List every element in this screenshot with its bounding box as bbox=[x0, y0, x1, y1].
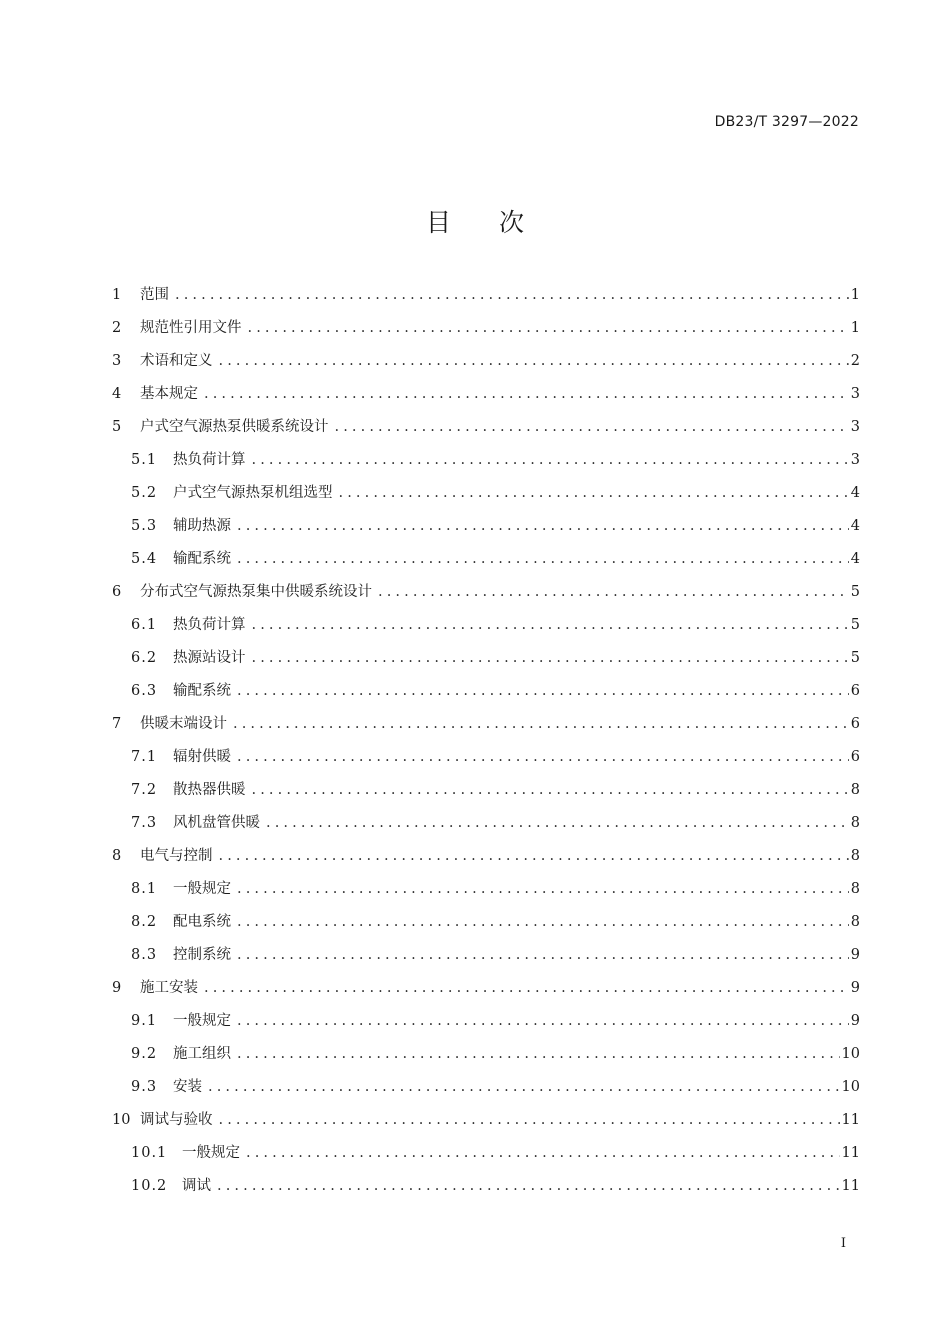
toc-dot-leader bbox=[217, 1178, 840, 1194]
toc-entry[interactable] bbox=[112, 1009, 860, 1042]
toc-entry-title: 热负荷计算 bbox=[173, 617, 246, 633]
toc-dot-leader bbox=[204, 980, 849, 996]
toc-entry-number: 5.4 bbox=[131, 551, 158, 567]
toc-entry[interactable] bbox=[112, 514, 860, 547]
toc-entry-page: 5 bbox=[850, 617, 860, 633]
toc-entry-page: 3 bbox=[850, 386, 860, 402]
toc-entry-page: 1 bbox=[850, 320, 860, 336]
toc-entry-title: 热源站设计 bbox=[173, 650, 246, 666]
toc-entry[interactable] bbox=[112, 448, 860, 481]
toc-entry[interactable] bbox=[112, 1174, 860, 1207]
toc-entry[interactable] bbox=[112, 778, 860, 811]
toc-entry-number: 9.3 bbox=[131, 1079, 158, 1095]
toc-entry-page: 8 bbox=[850, 914, 860, 930]
toc-dot-leader bbox=[208, 1079, 840, 1095]
toc-dot-leader bbox=[252, 617, 849, 633]
toc-entry-number: 1 bbox=[112, 287, 122, 303]
toc-entry-number: 9.2 bbox=[131, 1046, 158, 1062]
toc-entry-number: 8.1 bbox=[131, 881, 158, 897]
toc-entry-page: 6 bbox=[850, 683, 860, 699]
toc-entry-title: 术语和定义 bbox=[140, 353, 213, 369]
toc-entry[interactable] bbox=[112, 613, 860, 646]
toc-dot-leader bbox=[335, 419, 849, 435]
toc-entry-page: 11 bbox=[841, 1112, 860, 1128]
toc-entry[interactable] bbox=[112, 382, 860, 415]
toc-entry-title: 输配系统 bbox=[173, 683, 231, 699]
toc-entry-page: 3 bbox=[850, 452, 860, 468]
toc-dot-leader bbox=[219, 353, 849, 369]
toc-entry-page: 5 bbox=[850, 584, 860, 600]
table-of-contents bbox=[112, 283, 860, 1207]
toc-entry[interactable] bbox=[112, 349, 860, 382]
toc-dot-leader bbox=[246, 1145, 840, 1161]
toc-dot-leader bbox=[219, 1112, 840, 1128]
toc-entry-title: 风机盘管供暖 bbox=[173, 815, 260, 831]
toc-entry-page: 10 bbox=[841, 1079, 860, 1095]
toc-entry-number: 7.3 bbox=[131, 815, 158, 831]
toc-entry-title: 施工安装 bbox=[140, 980, 198, 996]
toc-entry-number: 7 bbox=[112, 716, 122, 732]
toc-entry[interactable] bbox=[112, 877, 860, 910]
toc-dot-leader bbox=[252, 782, 849, 798]
toc-entry-title: 散热器供暖 bbox=[173, 782, 246, 798]
toc-dot-leader bbox=[237, 1046, 840, 1062]
toc-dot-leader bbox=[339, 485, 849, 501]
toc-entry-number: 8.3 bbox=[131, 947, 158, 963]
toc-entry-title: 一般规定 bbox=[173, 1013, 231, 1029]
toc-entry-title: 一般规定 bbox=[173, 881, 231, 897]
toc-entry-page: 4 bbox=[850, 551, 860, 567]
toc-entry-number: 7.2 bbox=[131, 782, 158, 798]
toc-entry[interactable] bbox=[112, 811, 860, 844]
toc-dot-leader bbox=[252, 650, 849, 666]
toc-entry[interactable] bbox=[112, 1042, 860, 1075]
toc-dot-leader bbox=[237, 914, 849, 930]
toc-entry[interactable] bbox=[112, 1075, 860, 1108]
toc-dot-leader bbox=[266, 815, 849, 831]
toc-entry-page: 8 bbox=[850, 782, 860, 798]
toc-entry-title: 施工组织 bbox=[173, 1046, 231, 1062]
toc-dot-leader bbox=[233, 716, 849, 732]
toc-entry-number: 5.1 bbox=[131, 452, 158, 468]
toc-entry[interactable] bbox=[112, 283, 860, 316]
toc-dot-leader bbox=[248, 320, 849, 336]
toc-entry-number: 6.1 bbox=[131, 617, 158, 633]
standard-code: DB23/T 3297—2022 bbox=[714, 114, 859, 130]
toc-entry[interactable] bbox=[112, 646, 860, 679]
toc-entry[interactable] bbox=[112, 844, 860, 877]
toc-entry[interactable] bbox=[112, 415, 860, 448]
toc-entry-number: 3 bbox=[112, 353, 122, 369]
toc-dot-leader bbox=[237, 947, 849, 963]
toc-entry-title: 调试 bbox=[182, 1178, 211, 1194]
toc-entry-title: 控制系统 bbox=[173, 947, 231, 963]
toc-entry-page: 8 bbox=[850, 848, 860, 864]
page-number: I bbox=[840, 1236, 846, 1251]
toc-entry-title: 基本规定 bbox=[140, 386, 198, 402]
toc-dot-leader bbox=[237, 518, 849, 534]
toc-dot-leader bbox=[237, 1013, 849, 1029]
toc-entry-title: 户式空气源热泵供暖系统设计 bbox=[140, 419, 329, 435]
toc-dot-leader bbox=[237, 749, 849, 765]
toc-dot-leader bbox=[237, 683, 849, 699]
toc-entry-number: 10.1 bbox=[131, 1145, 168, 1161]
toc-entry-number: 6 bbox=[112, 584, 122, 600]
toc-dot-leader bbox=[237, 881, 849, 897]
toc-entry-number: 2 bbox=[112, 320, 122, 336]
toc-entry[interactable] bbox=[112, 679, 860, 712]
toc-entry-title: 输配系统 bbox=[173, 551, 231, 567]
page-title: 目次 bbox=[425, 208, 572, 237]
toc-entry-page: 6 bbox=[850, 716, 860, 732]
toc-entry[interactable] bbox=[112, 1108, 860, 1141]
toc-entry-number: 9.1 bbox=[131, 1013, 158, 1029]
toc-entry-page: 3 bbox=[850, 419, 860, 435]
toc-entry[interactable] bbox=[112, 580, 860, 613]
toc-entry-page: 8 bbox=[850, 815, 860, 831]
toc-dot-leader bbox=[175, 287, 849, 303]
toc-entry-page: 1 bbox=[850, 287, 860, 303]
toc-entry-title: 分布式空气源热泵集中供暖系统设计 bbox=[140, 584, 372, 600]
toc-entry-number: 7.1 bbox=[131, 749, 158, 765]
toc-entry-page: 11 bbox=[841, 1145, 860, 1161]
toc-entry-title: 辅助热源 bbox=[173, 518, 231, 534]
toc-entry-number: 5 bbox=[112, 419, 122, 435]
toc-entry-number: 10.2 bbox=[131, 1178, 168, 1194]
toc-entry-title: 调试与验收 bbox=[140, 1112, 213, 1128]
toc-entry-number: 9 bbox=[112, 980, 122, 996]
toc-entry-title: 热负荷计算 bbox=[173, 452, 246, 468]
toc-entry-page: 10 bbox=[841, 1046, 860, 1062]
toc-entry-title: 一般规定 bbox=[182, 1145, 240, 1161]
toc-dot-leader bbox=[237, 551, 849, 567]
toc-entry-title: 规范性引用文件 bbox=[140, 320, 242, 336]
toc-entry-page: 9 bbox=[850, 1013, 860, 1029]
toc-entry-number: 6.2 bbox=[131, 650, 158, 666]
toc-dot-leader bbox=[252, 452, 849, 468]
toc-entry-number: 10 bbox=[112, 1112, 131, 1128]
toc-entry-page: 8 bbox=[850, 881, 860, 897]
toc-entry-number: 6.3 bbox=[131, 683, 158, 699]
toc-entry-title: 户式空气源热泵机组选型 bbox=[173, 485, 333, 501]
toc-dot-leader bbox=[204, 386, 849, 402]
toc-entry-number: 8.2 bbox=[131, 914, 158, 930]
toc-entry[interactable] bbox=[112, 481, 860, 514]
toc-entry-number: 4 bbox=[112, 386, 122, 402]
toc-entry-number: 8 bbox=[112, 848, 122, 864]
toc-entry[interactable] bbox=[112, 943, 860, 976]
toc-entry-title: 供暖末端设计 bbox=[140, 716, 227, 732]
toc-entry-title: 安装 bbox=[173, 1079, 202, 1095]
toc-entry-number: 5.3 bbox=[131, 518, 158, 534]
toc-entry[interactable] bbox=[112, 712, 860, 745]
toc-entry-title: 电气与控制 bbox=[140, 848, 213, 864]
toc-entry-page: 6 bbox=[850, 749, 860, 765]
toc-entry[interactable] bbox=[112, 316, 860, 349]
toc-entry[interactable] bbox=[112, 910, 860, 943]
toc-entry-page: 4 bbox=[850, 518, 860, 534]
toc-entry-page: 11 bbox=[841, 1178, 860, 1194]
toc-entry[interactable] bbox=[112, 1141, 860, 1174]
toc-entry-page: 5 bbox=[850, 650, 860, 666]
toc-entry[interactable] bbox=[112, 745, 860, 778]
toc-entry-title: 配电系统 bbox=[173, 914, 231, 930]
toc-entry[interactable] bbox=[112, 976, 860, 1009]
toc-entry-page: 9 bbox=[850, 980, 860, 996]
toc-entry-page: 4 bbox=[850, 485, 860, 501]
toc-entry-title: 范围 bbox=[140, 287, 169, 303]
toc-entry-title: 辐射供暖 bbox=[173, 749, 231, 765]
toc-entry-page: 2 bbox=[850, 353, 860, 369]
toc-entry-number: 5.2 bbox=[131, 485, 158, 501]
toc-dot-leader bbox=[219, 848, 849, 864]
toc-entry[interactable] bbox=[112, 547, 860, 580]
toc-dot-leader bbox=[378, 584, 849, 600]
toc-entry-page: 9 bbox=[850, 947, 860, 963]
